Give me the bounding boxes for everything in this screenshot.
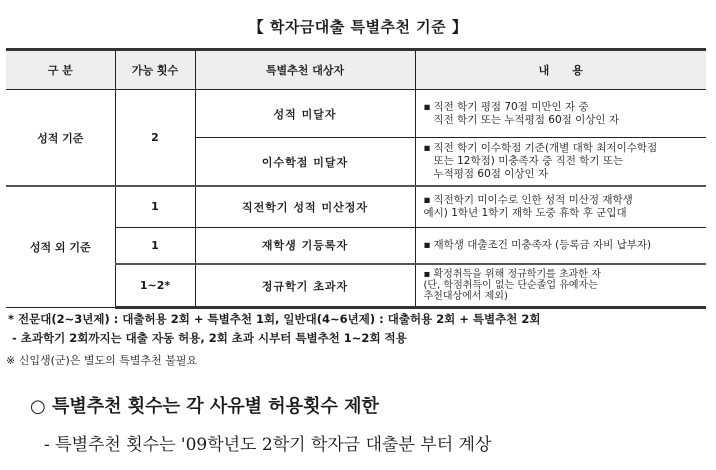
bullet-icon: ▪ — [423, 100, 431, 113]
document-title: 【 학자금대출 특별추천 기준 】 — [248, 18, 468, 36]
target-cell: 재학생 기등록자 — [195, 227, 415, 264]
count-cell: 1 — [115, 227, 195, 264]
target-cell: 정규학기 초과자 — [195, 264, 415, 308]
category-non-grade: 성적 외 기준 — [6, 186, 115, 308]
content-cell: ▪ 직전 학기 평점 70점 미만인 자 중 직전 학기 또는 누적평점 60점 이상인 자 — [415, 90, 706, 138]
header-content: 내 용 — [415, 50, 706, 90]
special-recommendation-table — [6, 48, 706, 309]
table-header-row — [6, 50, 706, 90]
table-row — [6, 90, 706, 138]
content-cell: ▪ 직전학기 미이수로 인한 성적 미산정 재학생 예시) 1학년 1학기 재학 도중 휴학 후 군입대 — [415, 186, 706, 227]
summary-main: ○ 특별추천 횟수는 각 사유별 허용횟수 제한 — [30, 396, 379, 417]
bullet-icon: ▪ — [423, 142, 431, 154]
header-category: 구 분 — [6, 50, 115, 90]
target-cell: 이수학점 미달자 — [195, 138, 415, 187]
content-cell: ▪ 재학생 대출조건 미충족자 (등록금 자비 납부자) — [415, 227, 706, 264]
table-row — [6, 186, 706, 227]
footnote-freshmen: ※ 신입생(군)은 별도의 특별추천 불필요 — [6, 354, 198, 367]
count-cell: 1 — [115, 186, 195, 227]
content-cell: ▪ 확정취득을 위해 정규학기를 초과한 자 (단, 학점취득이 없는 단순졸업 유예자는 추천대상에서 제외) — [415, 264, 706, 308]
footnote-2: - 초과학기 2회까지는 대출 자동 허용, 2회 초과 시부터 특별추천 1~2회 적용 — [8, 331, 407, 345]
count-cell: 2 — [115, 90, 195, 187]
count-cell: 1~2* — [115, 264, 195, 308]
bullet-icon: ▪ — [423, 238, 431, 251]
target-cell: 직전학기 성적 미산정자 — [195, 186, 415, 227]
footnote-1: * 전문대(2~3년제) : 대출허용 2회 + 특별추천 1회, 일반대(4~6년제) : 대출허용 2회 + 특별추천 2회 — [8, 312, 541, 326]
content-cell: ▪ 직전 학기 이수학점 기준(개별 대학 최저이수학점 또는 12학점) 미충족자 중 직전 학기 또는 누적평점 60점 이상인 자 — [415, 138, 706, 187]
bullet-icon: ▪ — [423, 269, 431, 280]
bullet-icon: ▪ — [423, 193, 431, 206]
summary-sub: - 특별추천 횟수는 '09학년도 2학기 학자금 대출분 부터 계상 — [44, 435, 492, 455]
header-count: 가능 횟수 — [115, 50, 195, 90]
header-target: 특별추천 대상자 — [195, 50, 415, 90]
category-grade: 성적 기준 — [6, 90, 115, 187]
target-cell: 성적 미달자 — [195, 90, 415, 138]
footnotes — [8, 310, 540, 348]
